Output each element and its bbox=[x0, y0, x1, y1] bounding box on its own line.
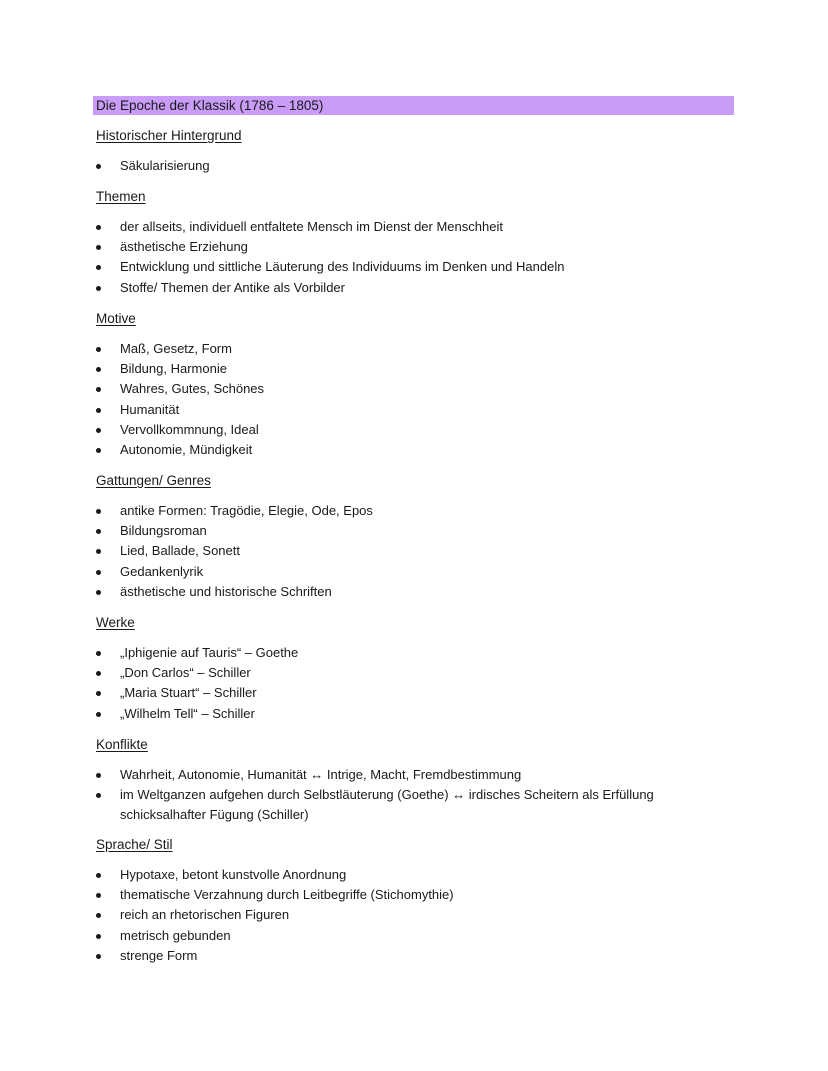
bullet-icon bbox=[96, 671, 101, 676]
list-themen bbox=[96, 217, 716, 298]
bullet-icon bbox=[96, 873, 101, 878]
list-item: „Maria Stuart“ – Schiller bbox=[96, 683, 716, 703]
list-konflikte bbox=[96, 765, 716, 826]
list-item: Hypotaxe, betont kunstvolle Anordnung bbox=[96, 865, 716, 885]
list-item: Wahrheit, Autonomie, Humanität ↔ Intrige, Macht, Fremdbestimmung bbox=[96, 765, 716, 785]
list-item: Entwicklung und sittliche Läuterung des Individuums im Denken und Handeln bbox=[96, 257, 716, 277]
bullet-icon bbox=[96, 428, 101, 433]
bullet-icon bbox=[96, 773, 101, 778]
list-item: „Wilhelm Tell“ – Schiller bbox=[96, 704, 716, 724]
list-item: Gedankenlyrik bbox=[96, 562, 716, 582]
list-item: reich an rhetorischen Figuren bbox=[96, 905, 716, 925]
list-item: der allseits, individuell entfaltete Mensch im Dienst der Menschheit bbox=[96, 217, 716, 237]
heading-konflikte: Konflikte bbox=[96, 737, 148, 752]
bullet-icon bbox=[96, 691, 101, 696]
list-item: strenge Form bbox=[96, 946, 716, 966]
bullet-icon bbox=[96, 893, 101, 898]
bullet-icon bbox=[96, 913, 101, 918]
heading-werke: Werke bbox=[96, 615, 135, 630]
bullet-icon bbox=[96, 448, 101, 453]
list-item: „Don Carlos“ – Schiller bbox=[96, 663, 716, 683]
bullet-icon bbox=[96, 954, 101, 959]
bullet-icon bbox=[96, 712, 101, 717]
list-item: ästhetische Erziehung bbox=[96, 237, 716, 257]
list-historischer-hintergrund bbox=[96, 156, 716, 176]
bullet-icon bbox=[96, 570, 101, 575]
bullet-icon bbox=[96, 367, 101, 372]
bullet-icon bbox=[96, 934, 101, 939]
bullet-icon bbox=[96, 651, 101, 656]
heading-themen: Themen bbox=[96, 189, 146, 204]
bullet-icon bbox=[96, 408, 101, 413]
list-item: Stoffe/ Themen der Antike als Vorbilder bbox=[96, 278, 716, 298]
heading-gattungen-genres: Gattungen/ Genres bbox=[96, 473, 211, 488]
list-item: ästhetische und historische Schriften bbox=[96, 582, 716, 602]
bullet-icon bbox=[96, 590, 101, 595]
bullet-icon bbox=[96, 245, 101, 250]
bullet-icon bbox=[96, 347, 101, 352]
bullet-icon bbox=[96, 265, 101, 270]
list-item: Bildungsroman bbox=[96, 521, 716, 541]
list-werke bbox=[96, 643, 716, 724]
list-item: Lied, Ballade, Sonett bbox=[96, 541, 716, 561]
bullet-icon bbox=[96, 509, 101, 514]
bullet-icon bbox=[96, 286, 101, 291]
list-motive bbox=[96, 339, 716, 460]
heading-sprache-stil: Sprache/ Stil bbox=[96, 837, 173, 852]
list-item: Maß, Gesetz, Form bbox=[96, 339, 716, 359]
heading-historischer-hintergrund: Historischer Hintergrund bbox=[96, 128, 242, 143]
list-item: Vervollkommnung, Ideal bbox=[96, 420, 716, 440]
list-item: „Iphigenie auf Tauris“ – Goethe bbox=[96, 643, 716, 663]
list-item: Autonomie, Mündigkeit bbox=[96, 440, 716, 460]
list-item: metrisch gebunden bbox=[96, 926, 716, 946]
list-item: Humanität bbox=[96, 400, 716, 420]
list-item: Säkularisierung bbox=[96, 156, 716, 176]
list-item: Wahres, Gutes, Schönes bbox=[96, 379, 716, 399]
list-gattungen-genres bbox=[96, 501, 716, 602]
list-item: Bildung, Harmonie bbox=[96, 359, 716, 379]
bullet-icon bbox=[96, 793, 101, 798]
heading-motive: Motive bbox=[96, 311, 136, 326]
bullet-icon bbox=[96, 549, 101, 554]
bullet-icon bbox=[96, 387, 101, 392]
document-title: Die Epoche der Klassik (1786 – 1805) bbox=[93, 96, 734, 115]
list-item: im Weltganzen aufgehen durch Selbstläuterung (Goethe) ↔ irdisches Scheitern als Erfüllung schicksalhafter Fügung (Schiller) bbox=[96, 785, 680, 825]
bullet-icon bbox=[96, 164, 101, 169]
list-item: antike Formen: Tragödie, Elegie, Ode, Epos bbox=[96, 501, 716, 521]
list-sprache-stil bbox=[96, 865, 716, 966]
list-item: thematische Verzahnung durch Leitbegriffe (Stichomythie) bbox=[96, 885, 716, 905]
bullet-icon bbox=[96, 225, 101, 230]
bullet-icon bbox=[96, 529, 101, 534]
